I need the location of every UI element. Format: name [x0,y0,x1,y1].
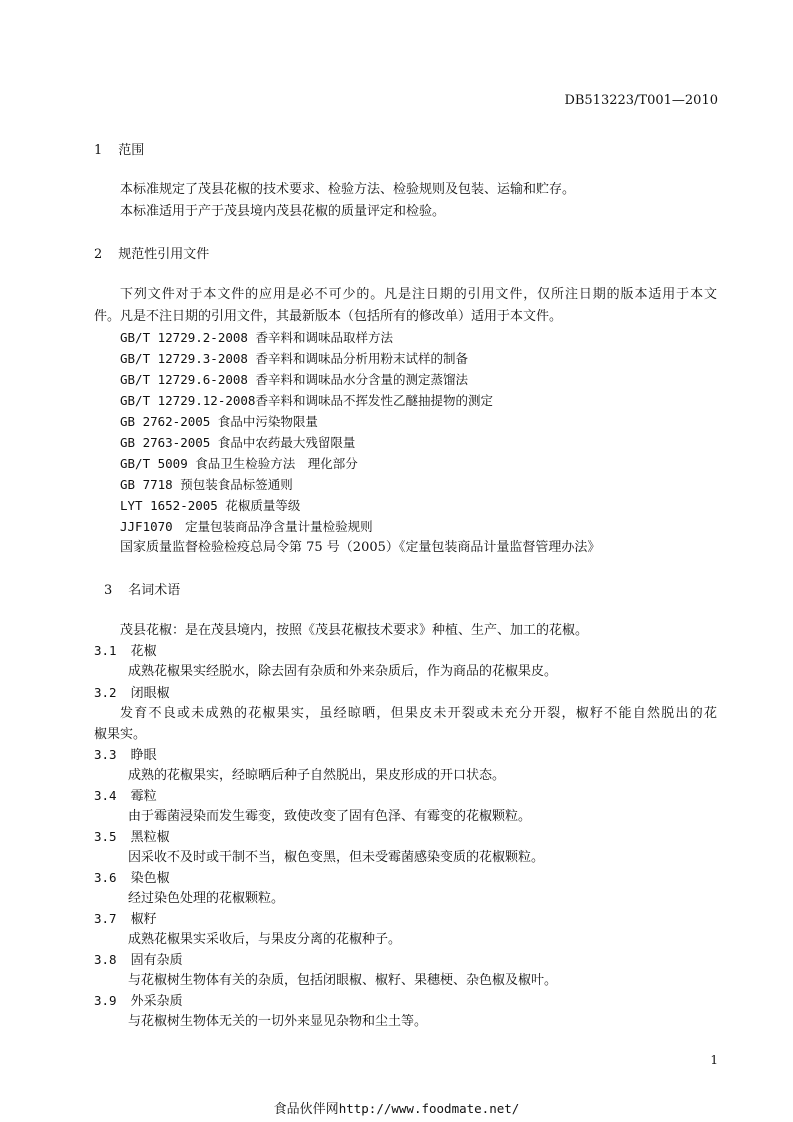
reference-item: GB/T 12729.3-2008 香辛料和调味品分析用粉末试样的制备 [120,351,468,366]
section-3-heading [104,582,180,600]
section-2-heading [94,246,209,264]
term-number: 3.7 [94,911,117,926]
term-number: 3.3 [94,747,117,762]
term-name: 睁眼 [130,748,157,763]
term-heading [94,684,170,703]
term-definition: 成熟的花椒果实，经晾晒后种子自然脱出，果皮形成的开口状态。 [128,768,506,783]
term-heading [94,746,157,765]
term-definition: 成熟花椒果实经脱水，除去固有杂质和外来杂质后，作为商品的花椒果皮。 [128,664,558,679]
footer-watermark [0,1100,793,1119]
reference-item: GB 7718 预包装食品标签通则 [120,477,293,492]
references-intro-line-2: 件。凡是不注日期的引用文件，其最新版本（包括所有的修改单）适用于本文件。 [94,309,563,324]
page-number: 1 [710,1053,718,1067]
term-definition: 成熟花椒果实采收后，与果皮分离的花椒种子。 [128,932,402,947]
section-3-title: 名词术语 [128,583,181,598]
term-heading [94,910,157,929]
term-name: 花椒 [130,644,157,659]
term-heading [94,992,183,1011]
term-heading [94,951,183,970]
term-number: 3.1 [94,643,117,658]
reference-item: GB/T 12729.12-2008香辛料和调味品不挥发性乙醚抽提物的测定 [120,393,493,408]
term-definition: 与花椒树生物体有关的杂质，包括闭眼椒、椒籽、果穗梗、杂色椒及椒叶。 [128,973,558,988]
term-name: 固有杂质 [130,953,183,968]
footer-url: http://www.foodmate.net/ [338,1101,520,1116]
term-definition: 发育不良或未成熟的花椒果实，虽经晾晒，但果皮未开裂或未充分开裂，椒籽不能自然脱出的花 [120,706,717,721]
term-number: 3.4 [94,788,117,803]
reference-item: GB/T 5009 食品卫生检验方法 理化部分 [120,456,358,471]
reference-item: GB 2762-2005 食品中污染物限量 [120,414,318,429]
term-number: 3.9 [94,993,117,1008]
term-definition-continued: 椒果实。 [94,727,147,742]
section-1-heading [94,142,144,160]
scope-paragraph-2: 本标准适用于产于茂县境内茂县花椒的质量评定和检验。 [120,204,446,219]
reference-item: GB/T 12729.6-2008 香辛料和调味品水分含量的测定蒸馏法 [120,372,468,387]
reference-item: 国家质量监督检验检疫总局令第 75 号（2005）《定量包装商品计量监督管理办法》 [120,540,601,555]
term-definition: 因采收不及时或干制不当，椒色变黑，但未受霉菌感染变质的花椒颗粒。 [128,850,545,865]
standard-code: DB513223/T001—2010 [564,93,718,108]
term-number: 3.6 [94,870,117,885]
reference-item: GB 2763-2005 食品中农药最大残留限量 [120,435,356,450]
reference-item: LYT 1652-2005 花椒质量等级 [120,498,301,513]
term-name: 外采杂质 [130,994,183,1009]
term-heading [94,828,170,847]
references-intro-line-1: 下列文件对于本文件的应用是必不可少的。凡是注日期的引用文件，仅所注日期的版本适用于本文 [120,287,717,302]
term-name: 黑粒椒 [130,830,170,845]
term-heading [94,869,170,888]
section-1-number: 1 [94,143,103,158]
section-2-number: 2 [94,247,103,262]
term-name: 椒籽 [130,912,157,927]
term-definition: 由于霉菌浸染而发生霉变，致使改变了固有色泽、有霉变的花椒颗粒。 [128,809,532,824]
footer-site-name: 食品伙伴网 [273,1102,339,1117]
term-name: 闭眼椒 [130,686,170,701]
term-name: 霉粒 [130,789,157,804]
section-1-title: 范围 [118,143,145,158]
reference-item: GB/T 12729.2-2008 香辛料和调味品取样方法 [120,330,393,345]
scope-paragraph-1: 本标准规定了茂县花椒的技术要求、检验方法、检验规则及包装、运输和贮存。 [120,182,576,197]
section-2-title: 规范性引用文件 [118,247,210,262]
term-number: 3.5 [94,829,117,844]
term-heading [94,642,157,661]
terms-intro: 茂县花椒：是在茂县境内，按照《茂县花椒技术要求》种植、生产、加工的花椒。 [120,623,589,638]
term-number: 3.2 [94,685,117,700]
term-definition: 经过染色处理的花椒颗粒。 [128,891,285,906]
term-name: 染色椒 [130,871,170,886]
term-definition: 与花椒树生物体无关的一切外来显见杂物和尘土等。 [128,1014,428,1029]
term-heading [94,787,157,806]
section-3-number: 3 [104,583,113,598]
reference-item: JJF1070 定量包装商品净含量计量检验规则 [120,519,373,534]
term-number: 3.8 [94,952,117,967]
